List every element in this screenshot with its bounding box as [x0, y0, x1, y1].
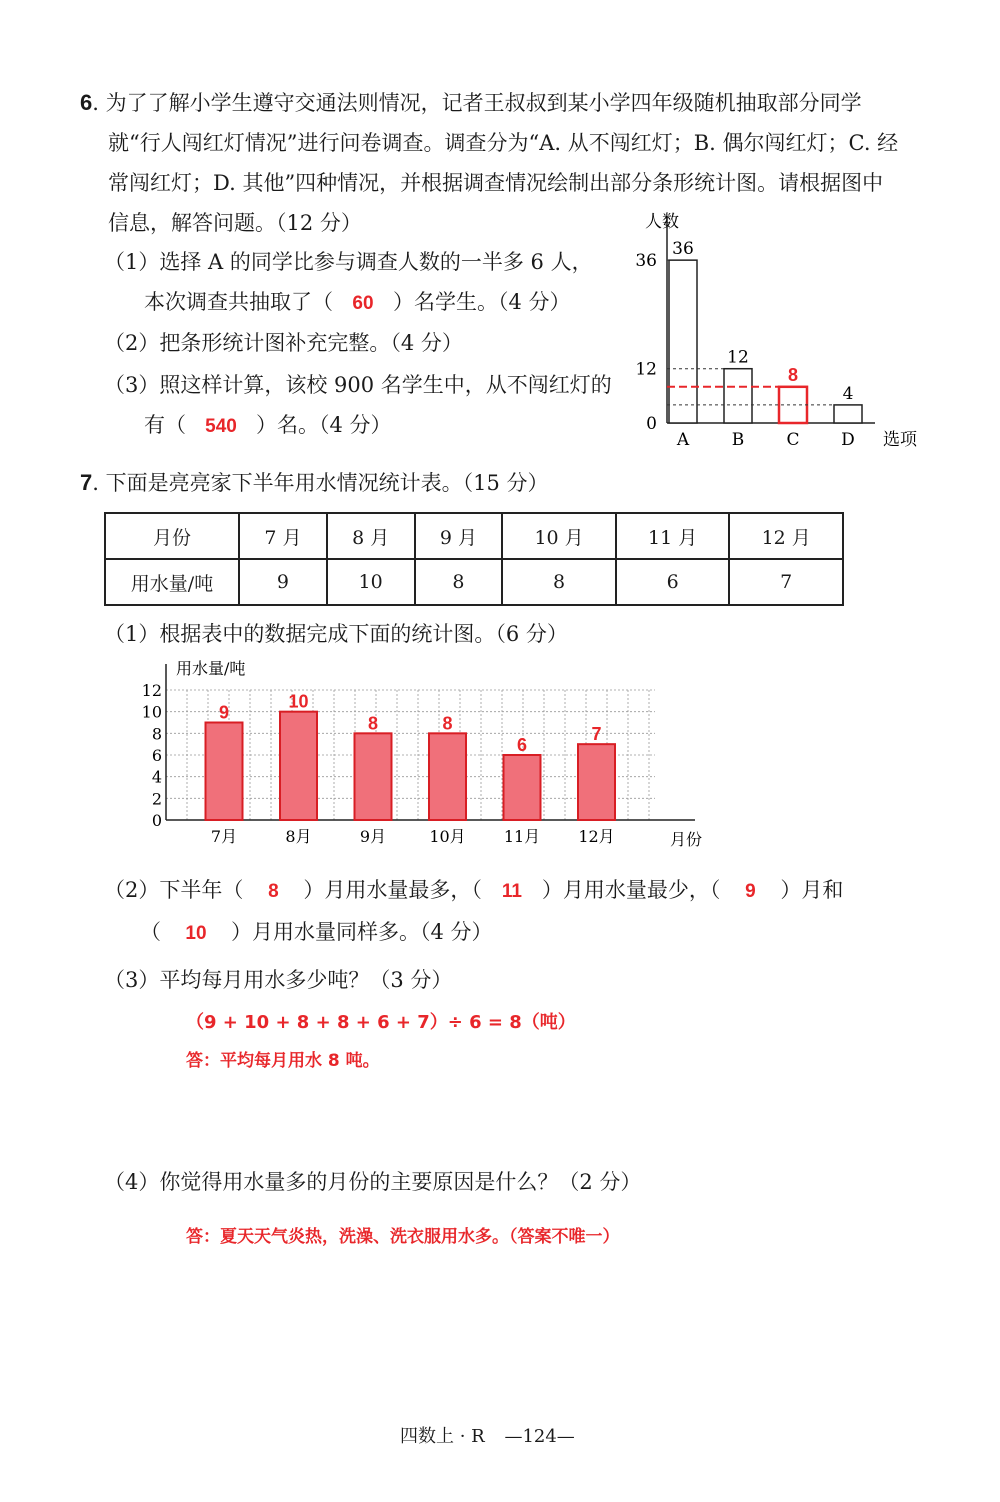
x-tick-label: B	[731, 430, 745, 450]
bar-value-label: 4	[842, 383, 854, 404]
y-tick-label: 4	[151, 767, 162, 787]
bar-value-label: 7	[591, 724, 602, 745]
q7-part2-answer-1: 8	[268, 881, 279, 902]
footer-label: 四数上 · R	[400, 1426, 485, 1447]
y-tick-label: 8	[151, 724, 162, 744]
q7-part2-answer-4: 10	[185, 923, 207, 944]
q7-part2-b: ）月用水量最多，（	[303, 878, 482, 902]
y-tick-label: 12	[141, 681, 162, 700]
table-cell: 10	[327, 559, 415, 605]
x-axis-label: 选项	[883, 430, 917, 450]
q7-part2-d: ）月和	[780, 878, 844, 902]
x-tick-label: C	[786, 430, 800, 450]
q6-part1	[104, 242, 593, 324]
x-tick-label: A	[676, 430, 690, 450]
q7-title-text: . 下面是亮亮家下半年用水情况统计表。（15 分）	[92, 471, 549, 495]
y-tick-label: 0	[646, 414, 657, 434]
table-header-row	[105, 513, 843, 559]
q6-part1-line1: （1）选择 A 的同学比参与调查人数的一半多 6 人，	[104, 250, 593, 274]
q7-part3: （3）平均每月用水多少吨？（3 分）	[104, 968, 453, 992]
q6-part3-line1: （3）照这样计算，该校 900 名学生中，从不闯红灯的	[104, 373, 612, 397]
bar-value-label: 36	[672, 239, 694, 260]
q7-number: 7	[80, 470, 93, 495]
bar-value-label: 9	[218, 702, 230, 723]
q7-part4-answer: 答：夏天天气炎热，洗澡、洗衣服用水多。（答案不唯一）	[186, 1227, 620, 1247]
q7-part2-e: （	[140, 920, 161, 944]
q7-part2-answer-3: 9	[745, 881, 756, 902]
q6-line-4: 信息，解答问题。（12 分）	[108, 211, 362, 235]
q6-number: 6	[80, 90, 93, 115]
q7-part3-formula: （9 + 10 + 8 + 8 + 6 + 7）÷ 6 = 8（吨）	[186, 1012, 576, 1033]
page-footer	[400, 1422, 575, 1448]
q6-part3	[104, 365, 612, 447]
bar-value-label: 8	[442, 713, 453, 734]
x-axis-label: 月份	[670, 830, 703, 849]
q7-part3-answer: 答：平均每月用水 8 吨。	[186, 1051, 380, 1071]
bar	[578, 744, 615, 820]
bar	[504, 755, 541, 820]
water-usage-bar-chart	[130, 652, 730, 857]
q6-line-2: 就“行人闯红灯情况”进行问卷调查。调查分为“A. 从不闯红灯；B. 偶尔闯红灯；C. 经	[108, 131, 899, 155]
q6-part3-answer: 540	[205, 416, 237, 437]
q6-part2: （2）把条形统计图补充完整。（4 分）	[104, 331, 463, 355]
bar	[206, 723, 243, 821]
q7-part2-c: ）月用水量最少，（	[541, 878, 721, 902]
table-cell: 月份	[105, 513, 239, 559]
q7-part2-f: ）月用水量同样多。（4 分）	[231, 920, 493, 944]
table-cell: 12 月	[729, 513, 843, 559]
table-cell: 8	[502, 559, 616, 605]
q6-part1-post: ）名学生。（4 分）	[393, 290, 571, 314]
bar-value-label: 8	[787, 364, 799, 385]
bar-value-label: 12	[727, 347, 749, 368]
table-row	[105, 559, 843, 605]
page-number: —124—	[504, 1426, 575, 1447]
x-tick-label: 9月	[359, 827, 387, 846]
q7-title	[80, 463, 549, 503]
q6-part1-answer: 60	[352, 293, 374, 314]
bar	[669, 260, 697, 423]
y-axis-label: 人数	[645, 212, 679, 232]
water-usage-table	[104, 512, 844, 606]
q7-part4: （4）你觉得用水量多的月份的主要原因是什么？（2 分）	[104, 1170, 642, 1194]
y-tick-label: 36	[635, 251, 657, 272]
bar	[355, 733, 392, 820]
table-cell: 8 月	[327, 513, 415, 559]
y-tick-label: 0	[151, 811, 162, 830]
q6-part1-pre: 本次调查共抽取了（	[144, 290, 333, 314]
x-tick-label: D	[841, 430, 855, 450]
x-tick-label: 7月	[210, 827, 238, 846]
q6-line-3: 常闯红灯；D. 其他”四种情况，并根据调查情况绘制出部分条形统计图。请根据图中	[108, 171, 884, 195]
y-tick-label: 12	[635, 359, 657, 380]
table-cell: 10 月	[502, 513, 616, 559]
bar-value-label: 8	[367, 713, 379, 734]
x-tick-label: 8月	[285, 827, 312, 846]
q7-part2-answer-2: 11	[501, 881, 522, 902]
x-tick-label: 12月	[578, 827, 615, 846]
y-tick-label: 2	[151, 789, 162, 809]
y-tick-label: 10	[141, 702, 162, 722]
bar-value-label: 10	[288, 691, 309, 712]
q6-part3-post: ）名。（4 分）	[256, 413, 392, 437]
table-cell: 11 月	[616, 513, 730, 559]
bar	[280, 712, 317, 820]
q7-part2-a: （2）下半年（	[104, 878, 244, 902]
bar-value-label: 6	[516, 735, 528, 755]
table-cell: 9 月	[415, 513, 503, 559]
table-cell: 8	[415, 559, 503, 605]
q6-part3-pre: 有（	[144, 413, 186, 437]
bar	[724, 369, 752, 423]
table-cell: 9	[239, 559, 327, 605]
y-axis-label: 用水量/吨	[176, 659, 246, 678]
q7-part1: （1）根据表中的数据完成下面的统计图。（6 分）	[104, 622, 568, 646]
x-tick-label: 10月	[429, 827, 466, 846]
table-cell: 用水量/吨	[105, 559, 239, 605]
table-cell: 7	[729, 559, 843, 605]
table-cell: 7 月	[239, 513, 327, 559]
bar	[834, 405, 862, 423]
survey-bar-chart	[605, 205, 935, 455]
y-tick-label: 6	[151, 746, 162, 765]
table-cell: 6	[616, 559, 730, 605]
bar	[429, 733, 466, 820]
x-tick-label: 11月	[503, 827, 541, 846]
q6-line-1: . 为了了解小学生遵守交通法则情况，记者王叔叔到某小学四年级随机抽取部分同学	[92, 91, 862, 115]
q7-part2	[104, 870, 843, 954]
